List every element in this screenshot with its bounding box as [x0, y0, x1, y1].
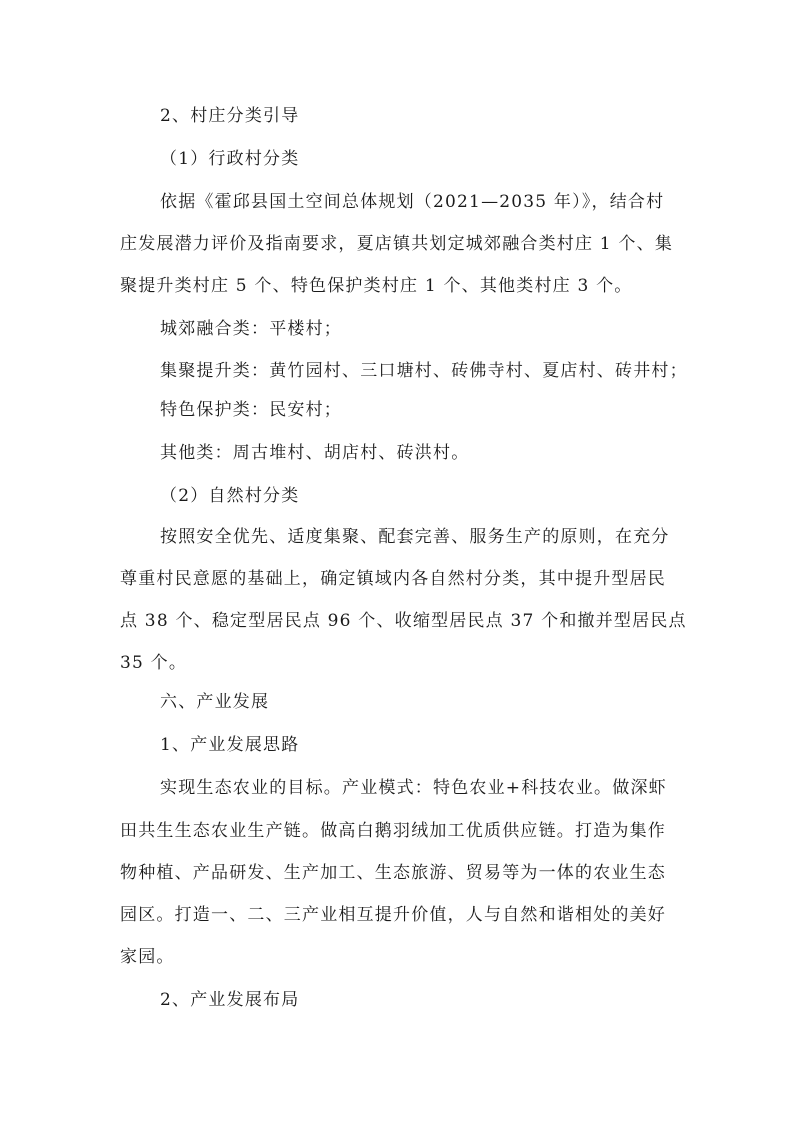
paragraph-line: 尊重村民意愿的基础上，确定镇域内各自然村分类，其中提升型居民 — [120, 569, 666, 589]
paragraph-line: 按照安全优先、适度集聚、配套完善、服务生产的原则，在充分 — [160, 527, 670, 547]
list-item-suburban: 城郊融合类：平楼村； — [160, 319, 342, 339]
paragraph-line: 35 个。 — [120, 653, 188, 673]
list-item-other: 其他类：周古堆村、胡店村、砖洪村。 — [160, 443, 470, 463]
list-item-cluster-upgrade: 集聚提升类：黄竹园村、三口塘村、砖佛寺村、夏店村、砖井村； — [160, 361, 688, 381]
paragraph-line: 点 38 个、稳定型居民点 96 个、收缩型居民点 37 个和撤并型居民点 — [120, 611, 687, 631]
section-heading-development-layout: 2、产业发展布局 — [160, 990, 300, 1010]
paragraph-line: 园区。打造一、二、三产业相互提升价值，人与自然和谐相处的美好 — [120, 905, 666, 925]
paragraph-line: 实现生态农业的目标。产业模式：特色农业+科技农业。做深虾 — [160, 778, 667, 798]
paragraph-line: 田共生生态农业生产链。做高白鹅羽绒加工优质供应链。打造为集作 — [120, 821, 666, 841]
subsection-heading-natural-villages: （2）自然村分类 — [160, 486, 300, 506]
paragraph-line: 庄发展潜力评价及指南要求，夏店镇共划定城郊融合类村庄 1 个、集 — [120, 234, 674, 254]
section-heading-village-classification: 2、村庄分类引导 — [160, 106, 300, 126]
paragraph-line: 物种植、产品研发、生产加工、生态旅游、贸易等为一体的农业生态 — [120, 863, 666, 883]
paragraph-line: 家园。 — [120, 947, 175, 967]
section-heading-industry-development: 六、产业发展 — [160, 692, 270, 712]
list-item-characteristic-protection: 特色保护类：民安村； — [160, 400, 342, 420]
paragraph-line: 聚提升类村庄 5 个、特色保护类村庄 1 个、其他类村庄 3 个。 — [120, 276, 633, 296]
paragraph-line: 依据《霍邱县国土空间总体规划（2021—2035 年）》，结合村 — [160, 192, 665, 212]
section-heading-development-ideas: 1、产业发展思路 — [160, 735, 300, 755]
subsection-heading-administrative-villages: （1）行政村分类 — [160, 149, 300, 169]
